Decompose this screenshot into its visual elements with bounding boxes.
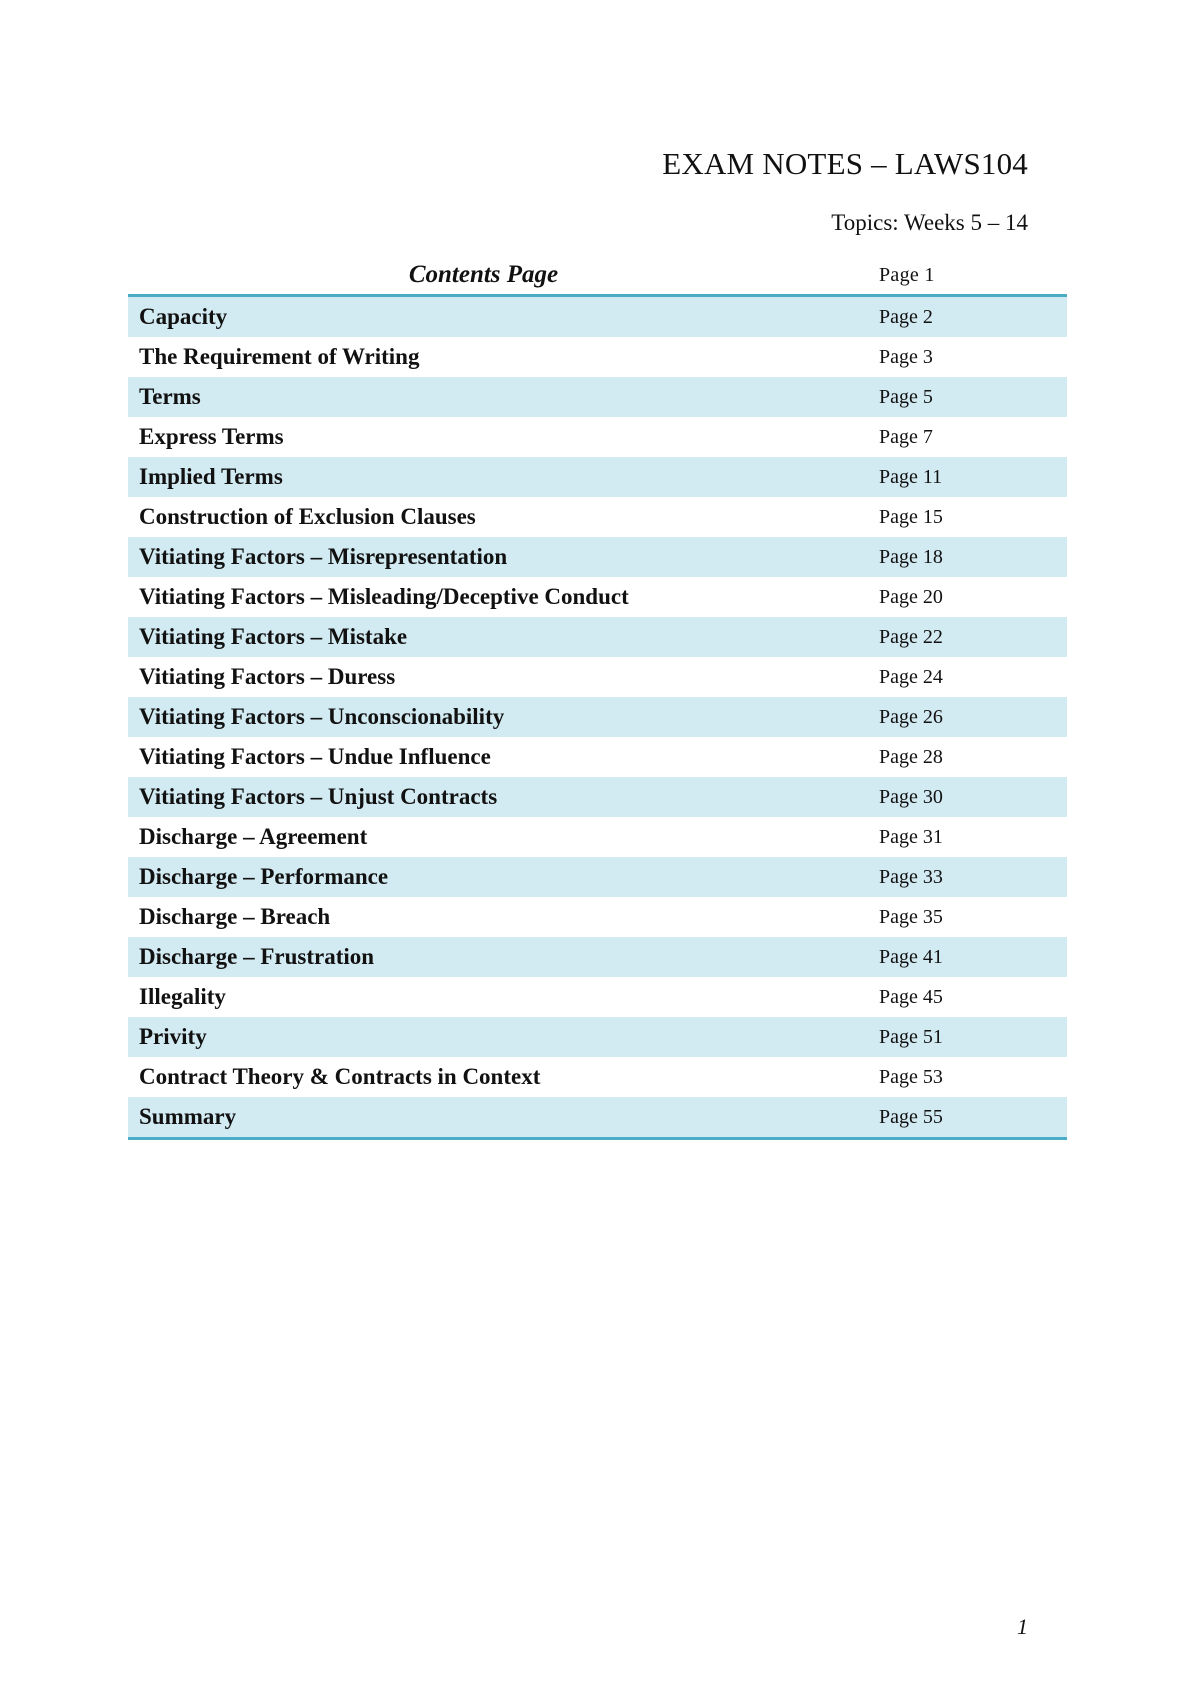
contents-topic: Discharge – Agreement	[128, 817, 879, 857]
contents-topic: Implied Terms	[128, 457, 879, 497]
contents-page-ref: Page 51	[879, 1017, 1067, 1057]
contents-page-ref: Page 20	[879, 577, 1067, 617]
contents-page-ref: Page 33	[879, 857, 1067, 897]
contents-page-ref: Page 26	[879, 697, 1067, 737]
page-number: 1	[1017, 1614, 1028, 1639]
contents-page-ref: Page 31	[879, 817, 1067, 857]
contents-row	[128, 537, 1067, 577]
contents-topic: Vitiating Factors – Mistake	[128, 617, 879, 657]
contents-page-ref: Page 45	[879, 977, 1067, 1017]
contents-page-ref: Page 53	[879, 1057, 1067, 1097]
contents-row	[128, 377, 1067, 417]
contents-row	[128, 1017, 1067, 1057]
contents-topic: The Requirement of Writing	[128, 337, 879, 377]
contents-page-ref: Page 55	[879, 1097, 1067, 1139]
contents-row	[128, 337, 1067, 377]
contents-table	[128, 256, 1067, 1140]
contents-row	[128, 1057, 1067, 1097]
document-title: EXAM NOTES – LAWS104	[662, 146, 1028, 181]
contents-page-ref: Page 2	[879, 296, 1067, 338]
contents-page-ref: Page 28	[879, 737, 1067, 777]
contents-row	[128, 497, 1067, 537]
contents-page-ref: Page 7	[879, 417, 1067, 457]
contents-heading-page: Page 1	[879, 263, 935, 286]
contents-topic: Vitiating Factors – Misleading/Deceptive Conduct	[128, 577, 879, 617]
document-subtitle: Topics: Weeks 5 – 14	[831, 210, 1028, 235]
contents-page-ref: Page 30	[879, 777, 1067, 817]
contents-topic: Contract Theory & Contracts in Context	[128, 1057, 879, 1097]
contents-topic: Express Terms	[128, 417, 879, 457]
contents-row	[128, 737, 1067, 777]
contents-row	[128, 697, 1067, 737]
contents-page-ref: Page 5	[879, 377, 1067, 417]
contents-page-ref: Page 11	[879, 457, 1067, 497]
contents-topic: Illegality	[128, 977, 879, 1017]
contents-row	[128, 617, 1067, 657]
contents-topic: Discharge – Performance	[128, 857, 879, 897]
contents-row	[128, 657, 1067, 697]
contents-row	[128, 1097, 1067, 1139]
contents-topic: Privity	[128, 1017, 879, 1057]
contents-row	[128, 817, 1067, 857]
contents-topic: Vitiating Factors – Misrepresentation	[128, 537, 879, 577]
contents-page-ref: Page 18	[879, 537, 1067, 577]
contents-heading-page-cell	[879, 256, 1067, 296]
contents-topic: Capacity	[128, 296, 879, 338]
contents-topic: Vitiating Factors – Unjust Contracts	[128, 777, 879, 817]
contents-topic: Terms	[128, 377, 879, 417]
contents-topic: Vitiating Factors – Duress	[128, 657, 879, 697]
contents-topic: Discharge – Frustration	[128, 937, 879, 977]
contents-page-ref: Page 41	[879, 937, 1067, 977]
contents-row	[128, 857, 1067, 897]
contents-row	[128, 897, 1067, 937]
contents-row	[128, 977, 1067, 1017]
contents-topic: Vitiating Factors – Unconscionability	[128, 697, 879, 737]
contents-page-ref: Page 24	[879, 657, 1067, 697]
contents-row	[128, 937, 1067, 977]
contents-topic: Construction of Exclusion Clauses	[128, 497, 879, 537]
contents-topic: Discharge – Breach	[128, 897, 879, 937]
contents-topic: Summary	[128, 1097, 879, 1139]
contents-row	[128, 417, 1067, 457]
contents-row	[128, 777, 1067, 817]
contents-row	[128, 457, 1067, 497]
contents-page-ref: Page 35	[879, 897, 1067, 937]
contents-heading: Contents Page	[128, 256, 879, 296]
contents-header-row	[128, 256, 1067, 296]
contents-page-ref: Page 22	[879, 617, 1067, 657]
contents-topic: Vitiating Factors – Undue Influence	[128, 737, 879, 777]
contents-page-ref: Page 15	[879, 497, 1067, 537]
contents-row	[128, 577, 1067, 617]
contents-row	[128, 296, 1067, 338]
contents-page-ref: Page 3	[879, 337, 1067, 377]
